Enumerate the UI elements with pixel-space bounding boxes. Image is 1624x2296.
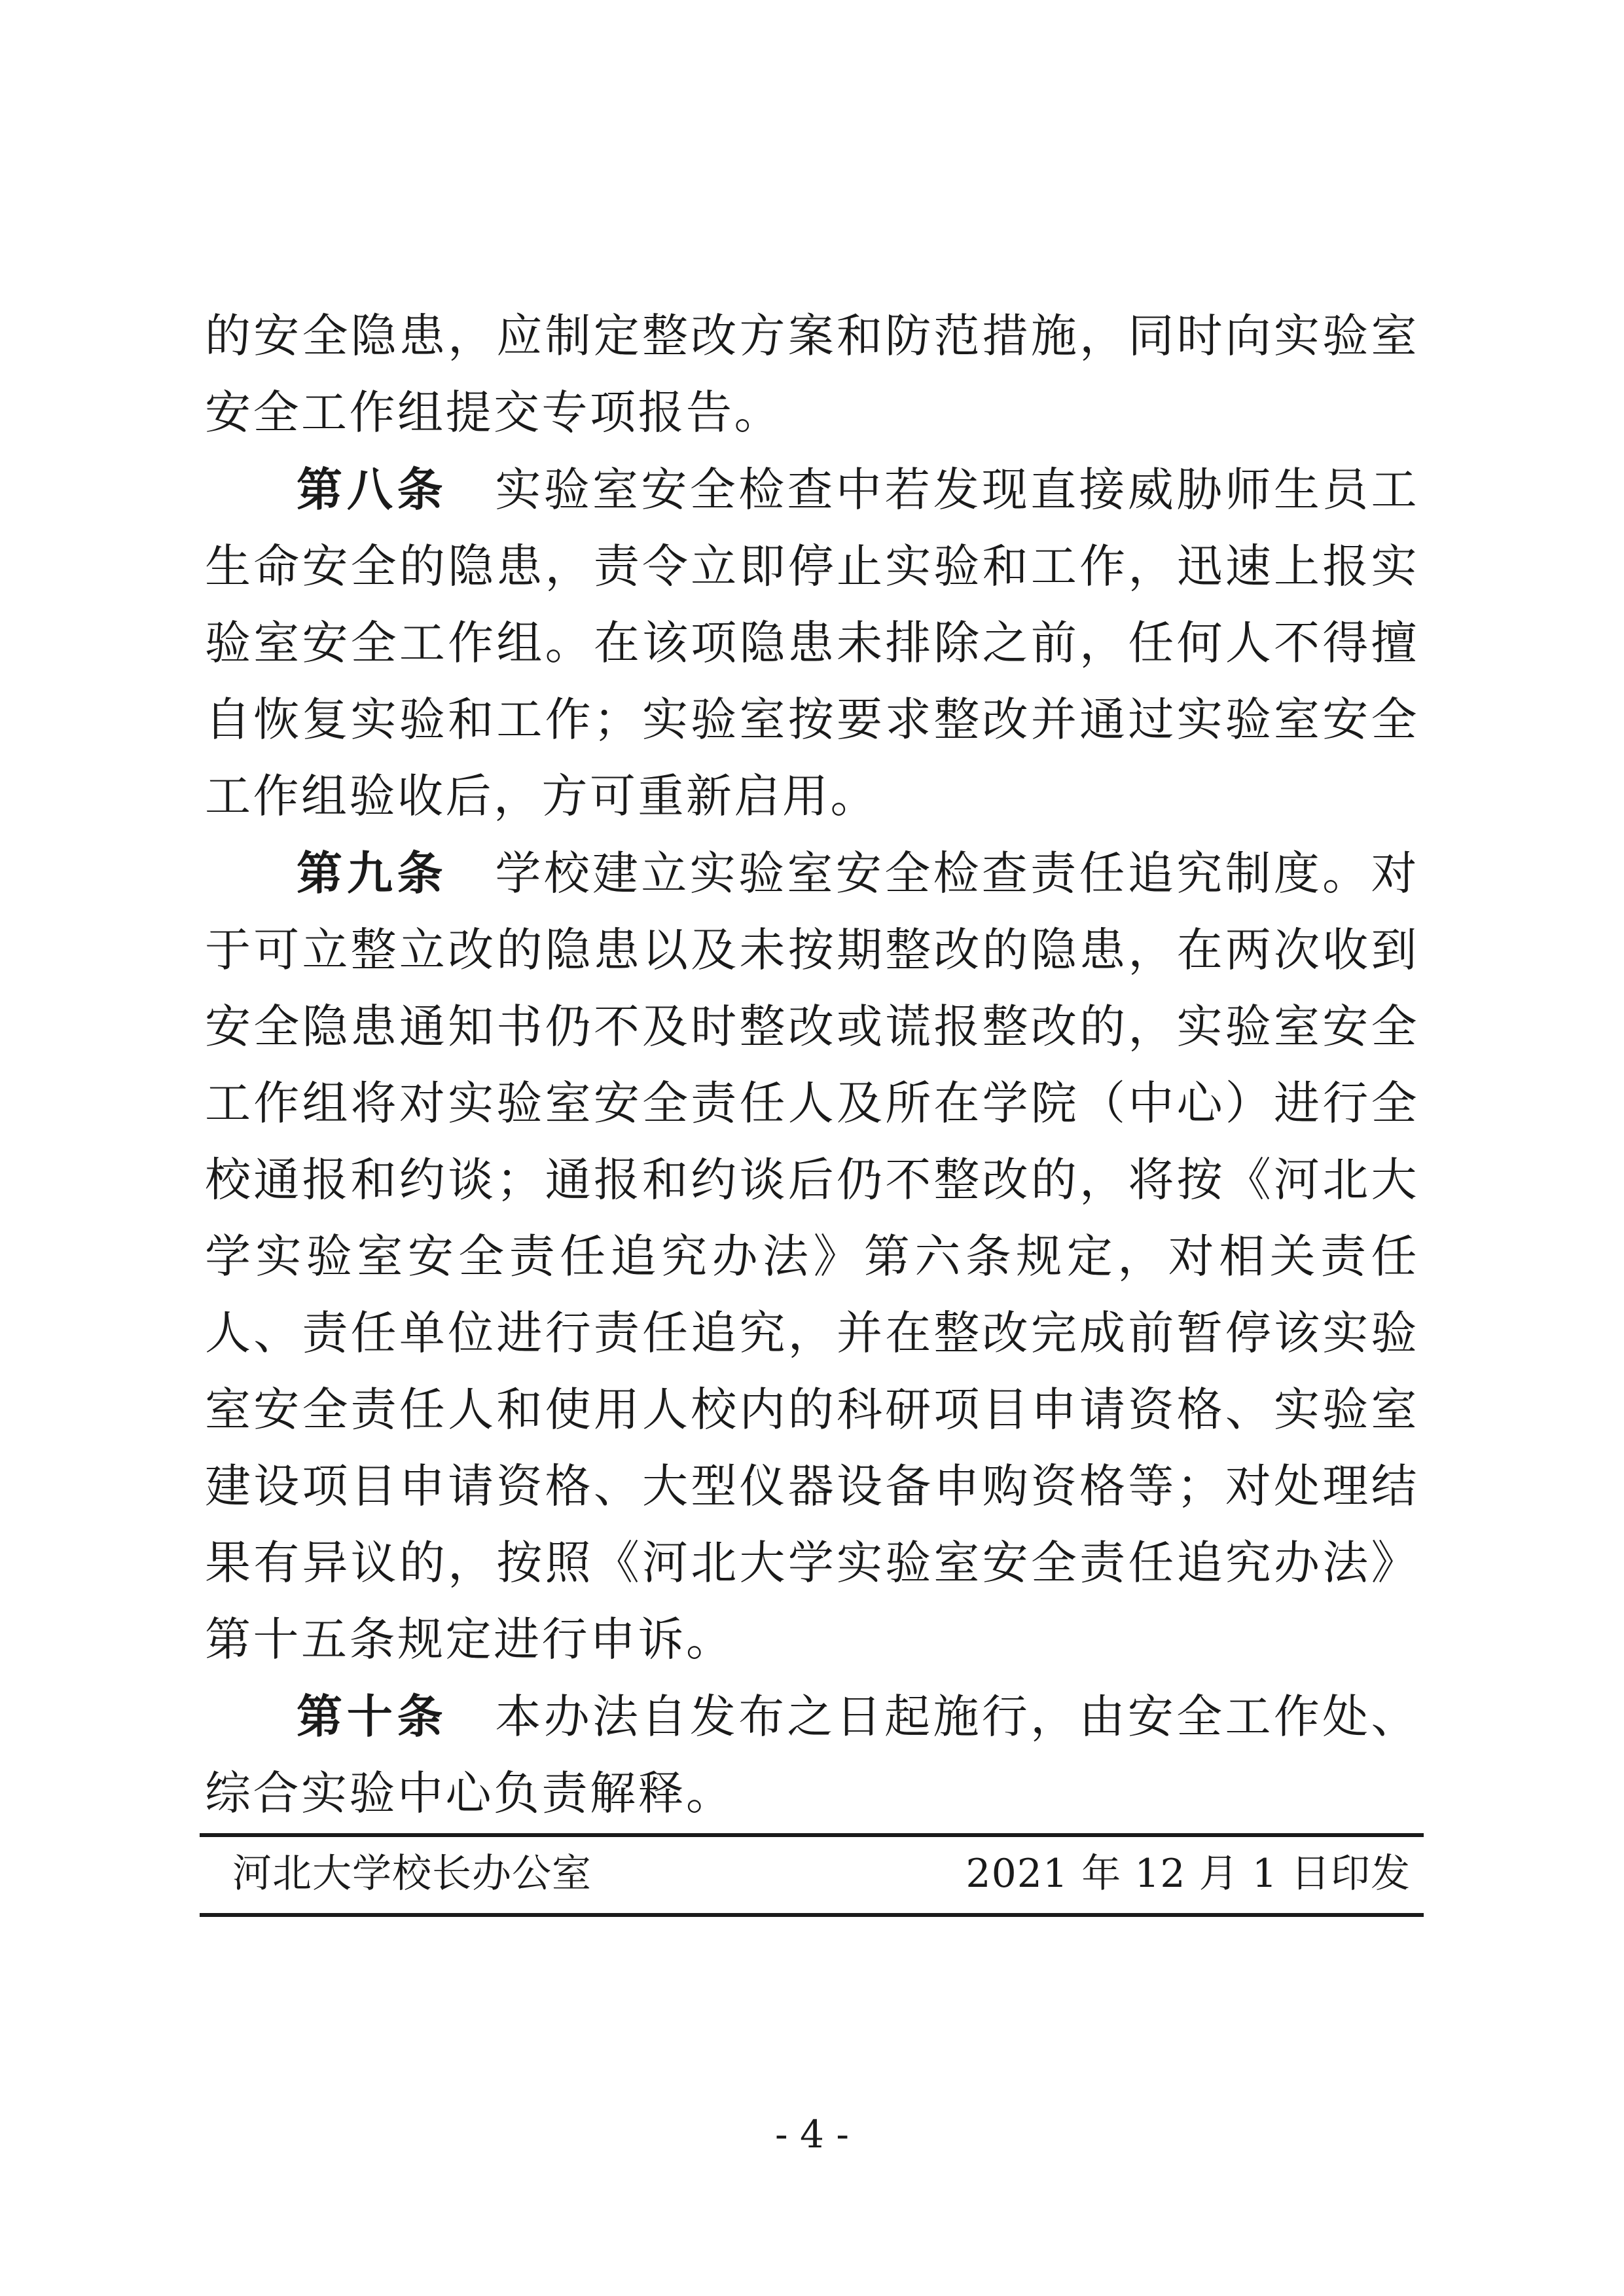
article-9 [205, 835, 1419, 1678]
article-8-heading: 第八条 [297, 462, 448, 517]
issuer-name: 河北大学校长办公室 [232, 1851, 592, 1897]
article-9-heading: 第九条 [297, 846, 448, 900]
issuance-footer [200, 1833, 1424, 1922]
document-body [205, 298, 1419, 1832]
article-10 [205, 1678, 1419, 1832]
article-10-heading: 第十条 [297, 1689, 448, 1743]
issue-date: 2021 年 12 月 1 日印发 [965, 1851, 1411, 1897]
article-9-text: 学校建立实验室安全检查责任追究制度。对于可立整立改的隐患以及未按期整改的隐患，在两次收到安全隐患通知书仍不及时整改或谎报整改的，实验室安全工作组将对实验室安全责任人及所在学院（中心）进行全校通报和约谈；通报和约谈后仍不整改的，将按《河北大学实验室安全责任追究办法》第六条规定，对相关责任人、责任单位进行责任追究，并在整改完成前暂停该实验室安全责任人和使用人校内的科研项目申请资格、实验室建设项目申请资格、大型仪器设备申购资格等；对处理结果有异议的，按照《河北大学实验室安全责任追究办法》第十五条规定进行申诉。 [205, 847, 1420, 1666]
page-number: - 4 - [775, 2112, 849, 2157]
article-10-text: 本办法自发布之日起施行，由安全工作处、综合实验中心负责解释。 [205, 1690, 1420, 1820]
article-8-text: 实验室安全检查中若发现直接威胁师生员工生命安全的隐患，责令立即停止实验和工作，迅速上报实验室安全工作组。在该项隐患未排除之前，任何人不得擅自恢复实验和工作；实验室按要求整改并通过实验室安全工作组验收后，方可重新启用。 [205, 463, 1420, 823]
article-8 [205, 451, 1419, 835]
continuation-paragraph: 的安全隐患，应制定整改方案和防范措施，同时向实验室安全工作组提交专项报告。 [205, 309, 1419, 439]
footer-bottom-rule [200, 1913, 1424, 1917]
footer-top-rule [200, 1833, 1424, 1837]
